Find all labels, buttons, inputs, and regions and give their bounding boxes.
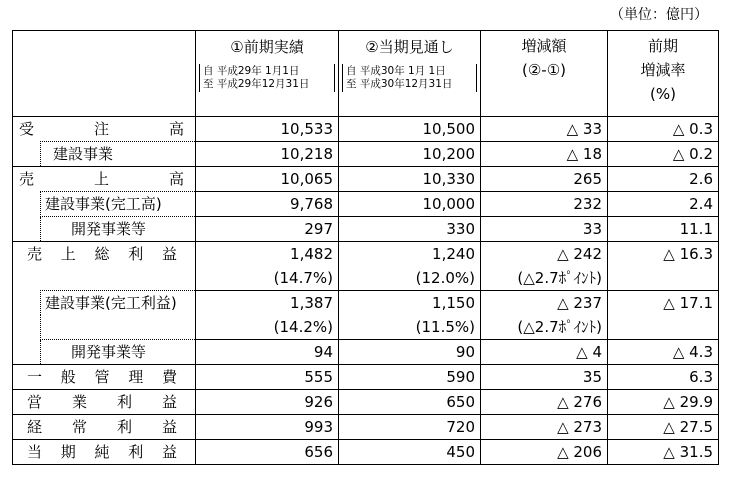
rate-title-3: (%): [650, 85, 676, 103]
orders-prev: 10,533: [196, 117, 339, 142]
row-operating: [13, 390, 719, 415]
sales-prev: 10,065: [196, 167, 339, 192]
row-gross-profit: [13, 242, 719, 267]
sga-diff: 35: [481, 365, 608, 390]
row-gp-construction-margin: [13, 315, 719, 340]
sales-construction-rate: 2.4: [608, 192, 719, 217]
gp-development-prev: 94: [196, 340, 339, 365]
row-sga: [13, 365, 719, 390]
curr-period-from: 自 平成30年 1月 1日: [346, 65, 446, 77]
row-sales: [13, 167, 719, 192]
gross-profit-prev-pct: (14.7%): [196, 266, 339, 291]
ordinary-curr: 720: [339, 415, 481, 440]
gross-profit-curr: 1,240: [339, 242, 481, 267]
orders-construction-label: 建設事業: [41, 142, 196, 167]
header-change: [481, 31, 608, 117]
sales-development-label: 開発事業等: [41, 217, 196, 242]
orders-construction-prev: 10,218: [196, 142, 339, 167]
operating-rate: △ 29.9: [608, 390, 719, 415]
gp-construction-rate: △ 17.1: [608, 291, 719, 316]
ordinary-rate: △ 27.5: [608, 415, 719, 440]
net-prev: 656: [196, 440, 339, 465]
net-rate: △ 31.5: [608, 440, 719, 465]
prev-period-range: [199, 64, 335, 92]
row-net: [13, 440, 719, 465]
sga-label: 一 般 管 理 費: [13, 365, 196, 390]
gp-construction-prev-pct: (14.2%): [196, 315, 339, 340]
sales-development-prev: 297: [196, 217, 339, 242]
orders-construction-rate: △ 0.2: [608, 142, 719, 167]
gp-development-curr: 90: [339, 340, 481, 365]
row-orders: [13, 117, 719, 142]
row-sales-construction: [13, 192, 719, 217]
operating-curr: 650: [339, 390, 481, 415]
sales-diff: 265: [481, 167, 608, 192]
gross-profit-label: 売 上 総 利 益: [13, 242, 196, 267]
row-gp-construction: [13, 291, 719, 316]
sga-prev: 555: [196, 365, 339, 390]
net-curr: 450: [339, 440, 481, 465]
gp-development-label: 開発事業等: [41, 340, 196, 365]
orders-curr: 10,500: [339, 117, 481, 142]
sales-development-rate: 11.1: [608, 217, 719, 242]
orders-construction-curr: 10,200: [339, 142, 481, 167]
gp-construction-curr: 1,150: [339, 291, 481, 316]
header-curr-forecast: [339, 31, 481, 117]
change-title: 増減額: [521, 37, 567, 55]
gross-profit-diff-pt: (△2.7ﾎﾟｲﾝﾄ): [481, 266, 608, 291]
gp-construction-curr-pct: (11.5%): [339, 315, 481, 340]
change-formula: (②-①): [521, 61, 566, 79]
gross-profit-prev: 1,482: [196, 242, 339, 267]
row-gross-profit-margin: [13, 266, 719, 291]
curr-period-range: [342, 64, 477, 92]
sales-construction-prev: 9,768: [196, 192, 339, 217]
rate-title-1: 前期: [647, 37, 678, 55]
net-label: 当 期 純 利 益: [13, 440, 196, 465]
operating-prev: 926: [196, 390, 339, 415]
ordinary-diff: △ 273: [481, 415, 608, 440]
sales-curr: 10,330: [339, 167, 481, 192]
sales-development-diff: 33: [481, 217, 608, 242]
forecast-table: [12, 30, 719, 465]
gp-construction-prev: 1,387: [196, 291, 339, 316]
sales-construction-curr: 10,000: [339, 192, 481, 217]
prev-period-from: 自 平成29年 1月1日: [203, 65, 300, 77]
gp-development-diff: △ 4: [481, 340, 608, 365]
row-ordinary: [13, 415, 719, 440]
operating-label: 営 業 利 益: [13, 390, 196, 415]
ordinary-label: 経 常 利 益: [13, 415, 196, 440]
prev-period-to: 至 平成29年12月31日: [203, 78, 310, 90]
curr-period-to: 至 平成30年12月31日: [346, 78, 453, 90]
row-sales-development: [13, 217, 719, 242]
orders-rate: △ 0.3: [608, 117, 719, 142]
gross-profit-curr-pct: (12.0%): [339, 266, 481, 291]
header-change-rate: [608, 31, 719, 117]
gp-construction-diff: △ 237: [481, 291, 608, 316]
rate-title-2: 増減率: [640, 61, 686, 79]
curr-forecast-title: ②当期見通し: [365, 38, 454, 56]
header-blank: [13, 31, 196, 117]
orders-label: 受 注 高: [19, 120, 184, 138]
gp-development-rate: △ 4.3: [608, 340, 719, 365]
orders-construction-diff: △ 18: [481, 142, 608, 167]
gross-profit-diff: △ 242: [481, 242, 608, 267]
sales-construction-diff: 232: [481, 192, 608, 217]
net-diff: △ 206: [481, 440, 608, 465]
header-prev-results: [196, 31, 339, 117]
unit-note: （単位：億円）: [610, 7, 708, 23]
gross-profit-rate: △ 16.3: [608, 242, 719, 267]
gp-construction-diff-pt: (△2.7ﾎﾟｲﾝﾄ): [481, 315, 608, 340]
sga-curr: 590: [339, 365, 481, 390]
gp-construction-label: 建設事業(完工利益): [41, 291, 196, 316]
prev-results-title: ①前期実績: [230, 38, 304, 56]
orders-diff: △ 33: [481, 117, 608, 142]
sales-label: 売 上 高: [13, 167, 196, 192]
ordinary-prev: 993: [196, 415, 339, 440]
row-orders-construction: [13, 142, 719, 167]
sales-construction-label: 建設事業(完工高): [41, 192, 196, 217]
sales-rate: 2.6: [608, 167, 719, 192]
operating-diff: △ 276: [481, 390, 608, 415]
sales-development-curr: 330: [339, 217, 481, 242]
sga-rate: 6.3: [608, 365, 719, 390]
row-gp-development: [13, 340, 719, 365]
header-row: [13, 31, 719, 117]
